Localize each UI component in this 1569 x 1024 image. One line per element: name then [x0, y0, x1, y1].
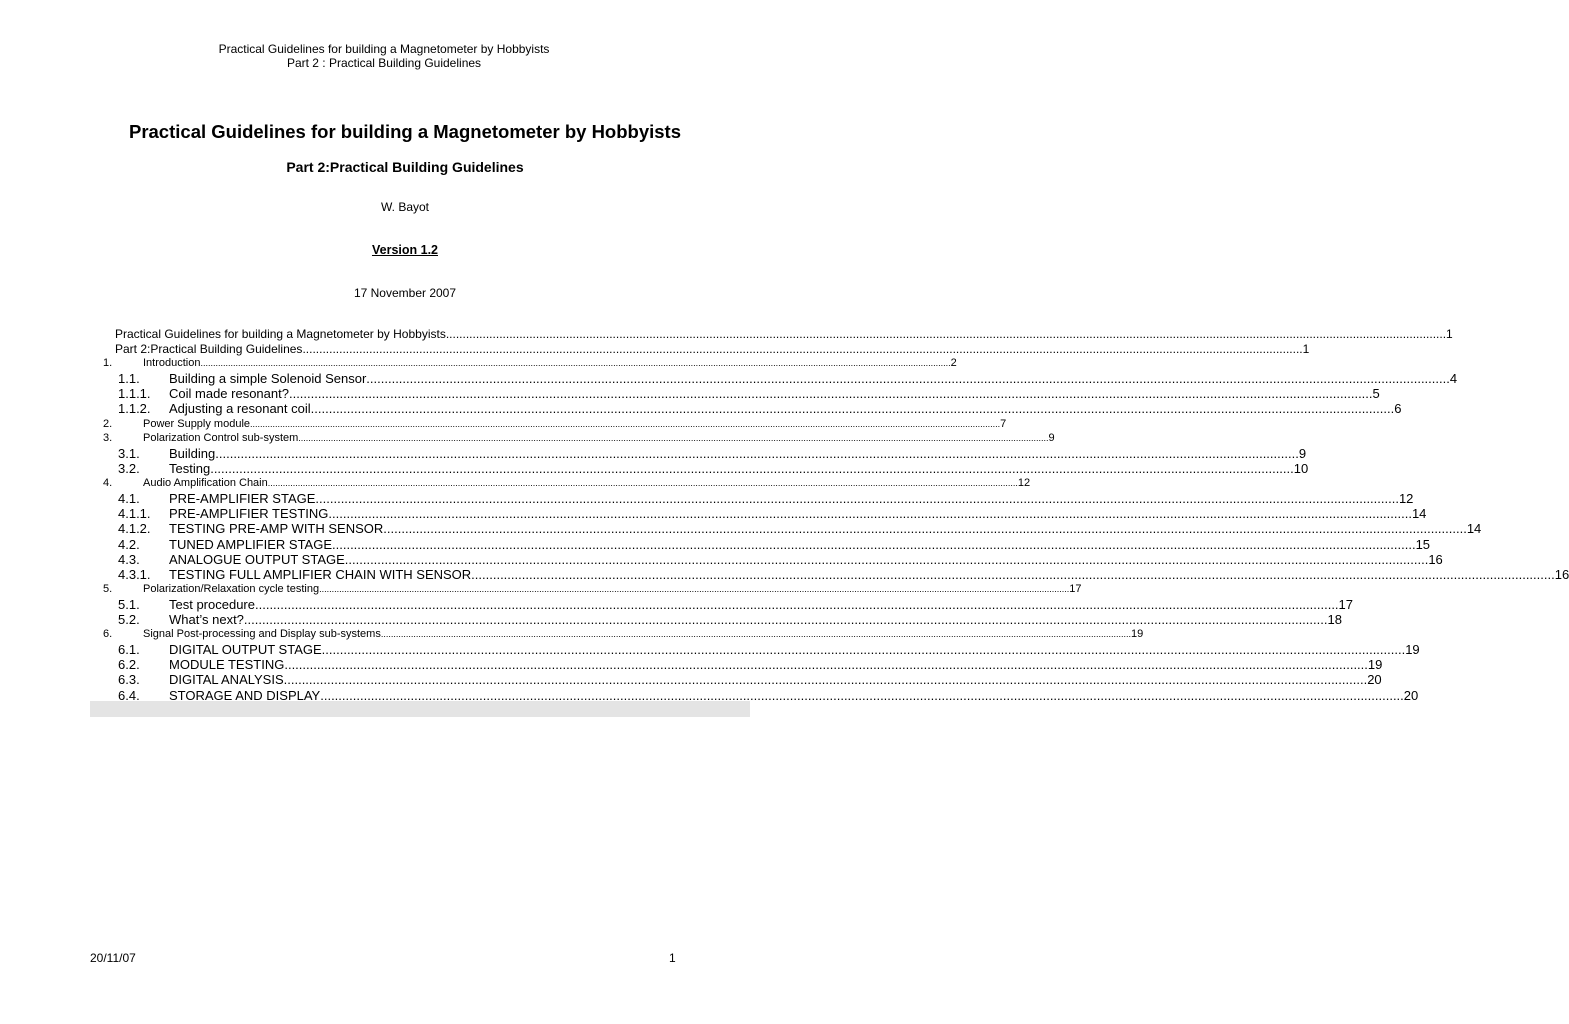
- toc-entry-number: 1.: [103, 357, 113, 370]
- document-subtitle: Part 2:Practical Building Guidelines: [286, 159, 524, 175]
- toc-entry-number: 2.: [103, 417, 113, 430]
- toc-entry-title: Testing: [169, 461, 211, 477]
- toc-dot-leader: ............................................................................................................................................................................................................................................................................................................: [310, 401, 1395, 417]
- toc-entry[interactable]: [103, 687, 1419, 703]
- toc-entry[interactable]: [103, 386, 1380, 402]
- toc-entry-title: Adjusting a resonant coil: [169, 401, 311, 417]
- toc-entry-number: 3.2.: [118, 461, 140, 477]
- toc-entry-page: 15: [1415, 536, 1431, 552]
- toc-entry[interactable]: [103, 356, 957, 371]
- toc-entry-number: 4.2.: [118, 536, 140, 552]
- running-header-line2: Part 2 : Practical Building Guidelines: [286, 56, 482, 70]
- toc-entry-number: 6.4.: [118, 687, 140, 703]
- toc-entry-page: 14: [1411, 506, 1427, 522]
- version-label: Version 1.2: [371, 243, 438, 257]
- toc-dot-leader: ............................................................................................................................................................................................................................................................................................................: [328, 506, 1412, 522]
- toc-entry-page: 2: [950, 357, 957, 370]
- toc-dot-leader: ............................................................................................................................................................................................................................................................................................................: [243, 612, 1328, 628]
- toc-entry-title: Building a simple Solenoid Sensor: [169, 371, 367, 387]
- toc-entry[interactable]: [103, 612, 1342, 628]
- toc-entry-title: STORAGE AND DISPLAY: [169, 687, 321, 703]
- toc-entry[interactable]: [103, 596, 1354, 612]
- toc-dot-leader: ............................................................................................................................................................................................................................................................................................................: [288, 386, 1373, 402]
- toc-entry-title: PRE-AMPLIFIER TESTING: [169, 506, 329, 522]
- toc-entry-page: 4: [1449, 371, 1458, 387]
- toc-entry-title: Audio Amplification Chain: [143, 477, 268, 490]
- toc-dot-leader: ............................................................................................................................................................................................................................................................................................................: [383, 521, 1467, 537]
- toc-entry-title: Power Supply module: [143, 417, 251, 430]
- running-header-line1: Practical Guidelines for building a Magnetometer by Hobbyists: [218, 42, 550, 56]
- toc-entry-page: 1: [1446, 327, 1453, 341]
- toc-entry-number: 5.: [103, 583, 113, 596]
- toc-dot-leader: ............................................................................................................................................................................................................................................................................................................: [315, 491, 1399, 507]
- toc-entry-page: 17: [1338, 596, 1354, 612]
- toc-dot-leader: ............................................................................................................................................................................................................................................................................................................: [298, 433, 1049, 444]
- toc-entry-page: 16: [1554, 567, 1569, 582]
- toc-entry-number: 6.2.: [118, 657, 140, 673]
- toc-entry-page: 9: [1048, 432, 1055, 445]
- toc-entry-title: Part 2:Practical Building Guidelines: [115, 341, 303, 356]
- toc-entry-number: 1.1.1.: [118, 386, 151, 402]
- toc-dot-leader: ............................................................................................................................................................................................................................................................................................................: [302, 341, 1303, 356]
- toc-shaded-bar: [90, 701, 750, 717]
- toc-dot-leader: ............................................................................................................................................................................................................................................................................................................: [471, 567, 1555, 582]
- toc-entry-page: 18: [1327, 612, 1342, 628]
- toc-entry[interactable]: [103, 627, 1144, 642]
- toc-entry[interactable]: [103, 521, 1482, 537]
- toc-dot-leader: ............................................................................................................................................................................................................................................................................................................: [250, 418, 1001, 429]
- toc-entry-title: MODULE TESTING: [169, 657, 285, 673]
- toc-entry-page: 12: [1398, 491, 1414, 507]
- toc-entry-number: 4.1.2.: [118, 521, 151, 537]
- toc-entry[interactable]: [103, 506, 1427, 522]
- toc-entry[interactable]: [103, 672, 1382, 688]
- toc-entry[interactable]: [103, 491, 1414, 507]
- footer-page-number: 1: [669, 951, 676, 965]
- toc-entry[interactable]: [103, 431, 1055, 446]
- toc-entry-number: 4.1.1.: [118, 506, 151, 522]
- toc-entry-number: 3.: [103, 432, 113, 445]
- toc-entry[interactable]: [103, 461, 1309, 477]
- toc-entry-number: 4.: [103, 477, 113, 490]
- toc-entry[interactable]: [103, 341, 1310, 357]
- toc-entry-title: Test procedure: [169, 596, 255, 612]
- toc-entry[interactable]: [103, 657, 1383, 673]
- toc-dot-leader: ............................................................................................................................................................................................................................................................................................................: [267, 478, 1018, 489]
- toc-entry-number: 1.1.: [118, 371, 140, 387]
- toc-entry-page: 20: [1367, 672, 1382, 688]
- toc-entry-number: 6.3.: [118, 672, 140, 688]
- toc-entry-page: 12: [1017, 477, 1031, 490]
- toc-entry-title: ANALOGUE OUTPUT STAGE: [169, 551, 345, 567]
- toc-dot-leader: ............................................................................................................................................................................................................................................................................................................: [255, 596, 1339, 612]
- toc-entry-page: 17: [1069, 583, 1082, 596]
- toc-entry[interactable]: [103, 536, 1431, 552]
- toc-entry[interactable]: [103, 582, 1082, 597]
- publication-date: 17 November 2007: [353, 286, 457, 300]
- table-of-contents: [103, 327, 1569, 703]
- toc-entry[interactable]: [103, 371, 1458, 387]
- toc-entry-page: 1: [1302, 341, 1310, 356]
- toc-entry-number: 6.1.: [118, 641, 140, 657]
- toc-dot-leader: ............................................................................................................................................................................................................................................................................................................: [319, 584, 1070, 595]
- toc-entry[interactable]: [103, 401, 1402, 417]
- toc-dot-leader: ............................................................................................................................................................................................................................................................................................................: [320, 687, 1404, 703]
- toc-entry-page: 6: [1394, 401, 1402, 417]
- toc-entry-page: 16: [1428, 551, 1443, 567]
- toc-dot-leader: ............................................................................................................................................................................................................................................................................................................: [366, 371, 1450, 387]
- toc-dot-leader: ............................................................................................................................................................................................................................................................................................................: [210, 461, 1294, 477]
- toc-entry-page: 19: [1130, 628, 1144, 641]
- toc-entry-title: Signal Post-processing and Display sub-systems: [143, 628, 381, 641]
- toc-entry-title: Coil made resonant?: [169, 386, 289, 402]
- toc-entry[interactable]: [103, 567, 1569, 582]
- author: W. Bayot: [380, 200, 430, 214]
- toc-entry-number: 1.1.2.: [118, 401, 151, 417]
- toc-entry-title: PRE-AMPLIFIER STAGE: [169, 491, 316, 507]
- toc-entry[interactable]: [103, 327, 1453, 342]
- footer-date: 20/11/07: [90, 951, 136, 965]
- toc-entry-title: Polarization Control sub-system: [143, 432, 299, 445]
- toc-entry-title: Introduction: [143, 357, 201, 370]
- toc-dot-leader: ............................................................................................................................................................................................................................................................................................................: [344, 551, 1429, 567]
- toc-entry-number: 4.3.1.: [118, 567, 151, 582]
- toc-entry-number: 5.2.: [118, 612, 140, 628]
- toc-entry[interactable]: [103, 551, 1443, 567]
- toc-entry-title: DIGITAL OUTPUT STAGE: [169, 641, 322, 657]
- toc-entry-number: 6.: [103, 628, 113, 641]
- toc-entry-number: 5.1.: [118, 596, 140, 612]
- toc-dot-leader: ............................................................................................................................................................................................................................................................................................................: [332, 536, 1416, 552]
- toc-dot-leader: ............................................................................................................................................................................................................................................................................................................: [321, 641, 1406, 657]
- toc-dot-leader: ............................................................................................................................................................................................................................................................................................................: [284, 657, 1368, 673]
- toc-entry-number: 3.1.: [118, 446, 140, 461]
- toc-entry-title: TUNED AMPLIFIER STAGE: [169, 536, 333, 552]
- toc-entry-page: 7: [1000, 417, 1007, 430]
- toc-entry-page: 10: [1293, 461, 1309, 477]
- toc-dot-leader: ............................................................................................................................................................................................................................................................................................................: [380, 629, 1131, 640]
- toc-entry-number: 4.3.: [118, 551, 140, 567]
- toc-entry-number: 4.1.: [118, 491, 140, 507]
- toc-entry-title: What’s next?: [169, 612, 244, 628]
- toc-entry-page: 19: [1405, 641, 1420, 657]
- toc-entry[interactable]: [103, 476, 1031, 491]
- toc-entry-title: Practical Guidelines for building a Magnetometer by Hobbyists: [115, 327, 446, 341]
- toc-entry-title: DIGITAL ANALYSIS: [169, 672, 284, 688]
- toc-entry[interactable]: [103, 641, 1420, 657]
- toc-entry-title: TESTING PRE-AMP WITH SENSOR: [169, 521, 384, 537]
- toc-entry-title: TESTING FULL AMPLIFIER CHAIN WITH SENSOR: [169, 567, 472, 582]
- toc-dot-leader: ............................................................................................................................................................................................................................................................................................................: [283, 672, 1368, 688]
- toc-entry-page: 5: [1372, 386, 1380, 402]
- toc-dot-leader: ............................................................................................................................................................................................................................................................................................................: [445, 327, 1447, 341]
- toc-entry-page: 19: [1367, 657, 1383, 673]
- toc-dot-leader: ............................................................................................................................................................................................................................................................................................................: [200, 358, 951, 369]
- toc-entry-page: 9: [1298, 446, 1307, 461]
- toc-entry-title: Polarization/Relaxation cycle testing: [143, 583, 320, 596]
- toc-entry[interactable]: [103, 417, 1007, 432]
- toc-entry[interactable]: [103, 446, 1307, 461]
- toc-entry-title: Building: [169, 446, 216, 461]
- document-title: Practical Guidelines for building a Magnetometer by Hobbyists: [128, 121, 682, 142]
- toc-entry-page: 14: [1466, 521, 1482, 537]
- toc-entry-page: 20: [1403, 687, 1419, 703]
- toc-dot-leader: ............................................................................................................................................................................................................................................................................................................: [215, 446, 1299, 461]
